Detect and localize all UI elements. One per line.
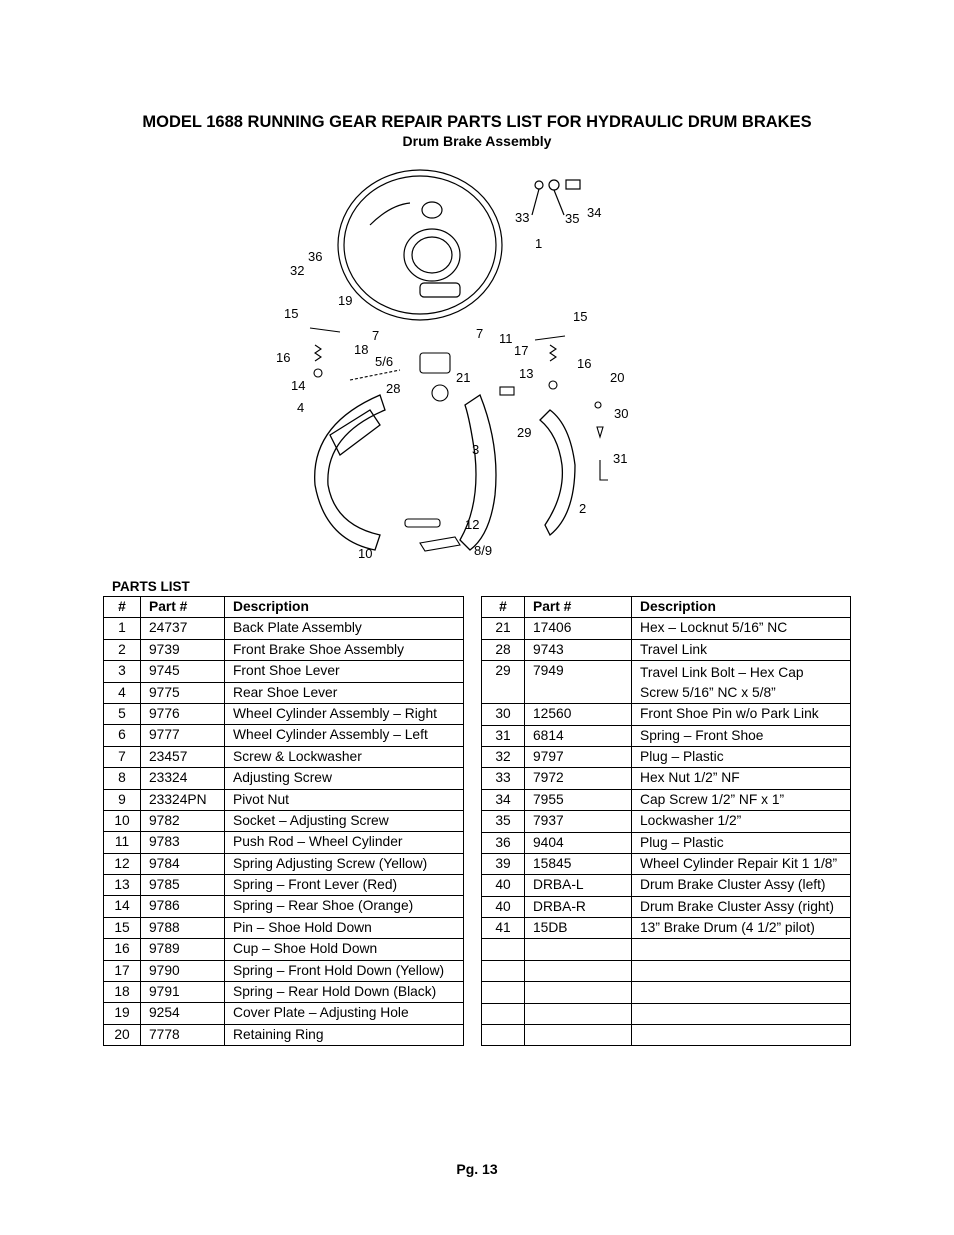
table-row bbox=[482, 1025, 851, 1046]
part-number: 6814 bbox=[525, 725, 632, 746]
table-row bbox=[104, 661, 464, 682]
drum-brake-diagram bbox=[270, 165, 670, 565]
item-number: 18 bbox=[104, 982, 141, 1003]
item-number bbox=[482, 1025, 525, 1046]
table-row bbox=[482, 853, 851, 874]
item-number: 10 bbox=[104, 810, 141, 831]
table-row bbox=[104, 982, 464, 1003]
part-number: 23324 bbox=[141, 768, 225, 789]
part-description: Hex Nut 1/2” NF bbox=[632, 768, 851, 789]
part-description: Wheel Cylinder Repair Kit 1 1/8” bbox=[632, 853, 851, 874]
column-header: Description bbox=[225, 597, 464, 618]
item-number: 40 bbox=[482, 875, 525, 896]
callout: 7 bbox=[476, 326, 484, 341]
table-row bbox=[104, 725, 464, 746]
part-number: 9404 bbox=[525, 832, 632, 853]
part-description: Spring – Front Shoe bbox=[632, 725, 851, 746]
part-number: 15DB bbox=[525, 918, 632, 939]
part-number: 15845 bbox=[525, 853, 632, 874]
part-description: Travel Link bbox=[632, 639, 851, 660]
item-number: 7 bbox=[104, 746, 141, 767]
part-number: 9790 bbox=[141, 960, 225, 981]
part-number: 24737 bbox=[141, 618, 225, 639]
table-row bbox=[482, 918, 851, 939]
part-number: 9776 bbox=[141, 703, 225, 724]
item-number: 34 bbox=[482, 789, 525, 810]
table-row bbox=[104, 1003, 464, 1024]
item-number: 30 bbox=[482, 704, 525, 725]
item-number: 3 bbox=[104, 661, 141, 682]
part-number bbox=[525, 982, 632, 1003]
part-number: 9797 bbox=[525, 746, 632, 767]
item-number bbox=[482, 939, 525, 960]
part-number: 9791 bbox=[141, 982, 225, 1003]
part-description: Spring – Rear Hold Down (Black) bbox=[225, 982, 464, 1003]
part-number: 9783 bbox=[141, 832, 225, 853]
part-description: Spring – Front Lever (Red) bbox=[225, 875, 464, 896]
part-description: Plug – Plastic bbox=[632, 832, 851, 853]
part-description bbox=[632, 1003, 851, 1024]
table-row bbox=[104, 703, 464, 724]
table-row bbox=[482, 661, 851, 704]
table-row bbox=[104, 939, 464, 960]
part-number: DRBA-R bbox=[525, 896, 632, 917]
table-row bbox=[104, 960, 464, 981]
part-number bbox=[525, 939, 632, 960]
callout: 1 bbox=[535, 236, 543, 251]
item-number: 20 bbox=[104, 1024, 141, 1045]
item-number: 11 bbox=[104, 832, 141, 853]
callout: 5/6 bbox=[375, 354, 394, 369]
callout: 32 bbox=[290, 263, 305, 278]
part-description: Wheel Cylinder Assembly – Right bbox=[225, 703, 464, 724]
page-number: Pg. 13 bbox=[456, 1161, 498, 1177]
bolt-hardware-drawing bbox=[532, 180, 580, 215]
part-description: Socket – Adjusting Screw bbox=[225, 810, 464, 831]
part-number: 9789 bbox=[141, 939, 225, 960]
column-header: Description bbox=[632, 597, 851, 618]
part-description bbox=[632, 1025, 851, 1046]
part-number: 7937 bbox=[525, 811, 632, 832]
part-description: Front Brake Shoe Assembly bbox=[225, 639, 464, 660]
item-number: 35 bbox=[482, 811, 525, 832]
table-row bbox=[482, 746, 851, 767]
part-number: 9777 bbox=[141, 725, 225, 746]
callout: 14 bbox=[291, 378, 306, 393]
item-number: 36 bbox=[482, 832, 525, 853]
item-number: 19 bbox=[104, 1003, 141, 1024]
table-row bbox=[104, 1024, 464, 1045]
item-number: 21 bbox=[482, 618, 525, 639]
column-header: # bbox=[104, 597, 141, 618]
item-number: 12 bbox=[104, 853, 141, 874]
part-number: 7955 bbox=[525, 789, 632, 810]
callout: 2 bbox=[579, 501, 587, 516]
callout: 13 bbox=[519, 366, 534, 381]
table-header-row bbox=[482, 597, 851, 618]
part-number: 9745 bbox=[141, 661, 225, 682]
table-row bbox=[482, 639, 851, 660]
part-description: Cup – Shoe Hold Down bbox=[225, 939, 464, 960]
item-number bbox=[482, 982, 525, 1003]
table-row bbox=[104, 853, 464, 874]
part-number: 9785 bbox=[141, 875, 225, 896]
callout: 29 bbox=[517, 425, 532, 440]
table-row bbox=[104, 917, 464, 938]
item-number: 32 bbox=[482, 746, 525, 767]
item-number: 33 bbox=[482, 768, 525, 789]
table-row bbox=[104, 832, 464, 853]
part-number: 7972 bbox=[525, 768, 632, 789]
column-header: Part # bbox=[525, 597, 632, 618]
callout: 16 bbox=[577, 356, 592, 371]
table-row bbox=[104, 682, 464, 703]
part-number: 9254 bbox=[141, 1003, 225, 1024]
page-subtitle: Drum Brake Assembly bbox=[402, 133, 552, 149]
part-description: Screw & Lockwasher bbox=[225, 746, 464, 767]
table-row bbox=[482, 982, 851, 1003]
part-number: 9743 bbox=[525, 639, 632, 660]
part-number: 9775 bbox=[141, 682, 225, 703]
part-number: DRBA-L bbox=[525, 875, 632, 896]
part-description: Rear Shoe Lever bbox=[225, 682, 464, 703]
part-description: Cap Screw 1/2” NF x 1” bbox=[632, 789, 851, 810]
part-description bbox=[632, 939, 851, 960]
item-number: 17 bbox=[104, 960, 141, 981]
table-row bbox=[104, 746, 464, 767]
part-description: Spring Adjusting Screw (Yellow) bbox=[225, 853, 464, 874]
part-number: 9788 bbox=[141, 917, 225, 938]
springs-parts-drawing bbox=[310, 328, 608, 551]
part-number: 12560 bbox=[525, 704, 632, 725]
callout: 36 bbox=[308, 249, 323, 264]
page-title: MODEL 1688 RUNNING GEAR REPAIR PARTS LIST FOR HYDRAULIC DRUM BRAKES bbox=[142, 113, 812, 131]
part-number: 23324PN bbox=[141, 789, 225, 810]
callout: 28 bbox=[386, 381, 401, 396]
callout: 7 bbox=[372, 328, 380, 343]
part-number bbox=[525, 960, 632, 981]
item-number: 40 bbox=[482, 896, 525, 917]
part-description: Spring – Rear Shoe (Orange) bbox=[225, 896, 464, 917]
part-number bbox=[525, 1025, 632, 1046]
parts-table-right bbox=[481, 596, 851, 1046]
part-number: 7949 bbox=[525, 661, 632, 704]
item-number: 5 bbox=[104, 703, 141, 724]
part-description: Pin – Shoe Hold Down bbox=[225, 917, 464, 938]
part-description: Front Shoe Pin w/o Park Link bbox=[632, 704, 851, 725]
item-number: 2 bbox=[104, 639, 141, 660]
part-number: 17406 bbox=[525, 618, 632, 639]
table-row bbox=[104, 639, 464, 660]
part-number: 9784 bbox=[141, 853, 225, 874]
item-number: 16 bbox=[104, 939, 141, 960]
table-row bbox=[104, 875, 464, 896]
callout: 20 bbox=[610, 370, 625, 385]
part-description: Travel Link Bolt – Hex Cap Screw 5/16” NC x 5/8” bbox=[632, 661, 851, 704]
item-number: 1 bbox=[104, 618, 141, 639]
parts-table-left bbox=[103, 596, 464, 1046]
callout: 33 bbox=[515, 210, 530, 225]
table-row bbox=[482, 811, 851, 832]
part-number: 9739 bbox=[141, 639, 225, 660]
item-number: 13 bbox=[104, 875, 141, 896]
table-row bbox=[482, 896, 851, 917]
item-number: 41 bbox=[482, 918, 525, 939]
part-number: 9786 bbox=[141, 896, 225, 917]
callout: 19 bbox=[338, 293, 353, 308]
table-row bbox=[482, 618, 851, 639]
part-description: Spring – Front Hold Down (Yellow) bbox=[225, 960, 464, 981]
part-number bbox=[525, 1003, 632, 1024]
callout: 18 bbox=[354, 342, 369, 357]
part-description: Push Rod – Wheel Cylinder bbox=[225, 832, 464, 853]
item-number bbox=[482, 960, 525, 981]
callout: 15 bbox=[573, 309, 588, 324]
table-row bbox=[482, 939, 851, 960]
part-description: Lockwasher 1/2” bbox=[632, 811, 851, 832]
part-number: 9782 bbox=[141, 810, 225, 831]
part-description: Drum Brake Cluster Assy (left) bbox=[632, 875, 851, 896]
table-row bbox=[482, 768, 851, 789]
callout: 8/9 bbox=[474, 543, 493, 558]
part-description: Cover Plate – Adjusting Hole bbox=[225, 1003, 464, 1024]
part-description: Wheel Cylinder Assembly – Left bbox=[225, 725, 464, 746]
item-number: 9 bbox=[104, 789, 141, 810]
table-row bbox=[482, 789, 851, 810]
table-row bbox=[104, 896, 464, 917]
part-description: Front Shoe Lever bbox=[225, 661, 464, 682]
callout: 21 bbox=[456, 370, 471, 385]
part-number: 23457 bbox=[141, 746, 225, 767]
callout: 30 bbox=[614, 406, 629, 421]
callout: 11 bbox=[499, 331, 513, 346]
table-row bbox=[482, 960, 851, 981]
item-number: 4 bbox=[104, 682, 141, 703]
part-number: 7778 bbox=[141, 1024, 225, 1045]
table-row bbox=[482, 725, 851, 746]
part-description: Retaining Ring bbox=[225, 1024, 464, 1045]
callout: 17 bbox=[514, 343, 529, 358]
part-description: Pivot Nut bbox=[225, 789, 464, 810]
table-header-row bbox=[104, 597, 464, 618]
item-number bbox=[482, 1003, 525, 1024]
part-description: Back Plate Assembly bbox=[225, 618, 464, 639]
part-description: Drum Brake Cluster Assy (right) bbox=[632, 896, 851, 917]
callout: 3 bbox=[472, 442, 480, 457]
part-description: Adjusting Screw bbox=[225, 768, 464, 789]
item-number: 14 bbox=[104, 896, 141, 917]
column-header: # bbox=[482, 597, 525, 618]
part-description: 13” Brake Drum (4 1/2” pilot) bbox=[632, 918, 851, 939]
callout: 34 bbox=[587, 205, 602, 220]
brake-shoes-drawing bbox=[315, 395, 575, 550]
callout: 35 bbox=[565, 211, 580, 226]
table-row bbox=[104, 789, 464, 810]
item-number: 28 bbox=[482, 639, 525, 660]
part-description bbox=[632, 982, 851, 1003]
part-description: Hex – Locknut 5/16” NC bbox=[632, 618, 851, 639]
item-number: 39 bbox=[482, 853, 525, 874]
item-number: 8 bbox=[104, 768, 141, 789]
callout: 10 bbox=[358, 546, 373, 561]
callout: 15 bbox=[284, 306, 299, 321]
table-row bbox=[482, 875, 851, 896]
table-row bbox=[482, 704, 851, 725]
callout: 12 bbox=[465, 517, 480, 532]
parts-list-label: PARTS LIST bbox=[112, 579, 190, 594]
table-row bbox=[482, 1003, 851, 1024]
item-number: 15 bbox=[104, 917, 141, 938]
part-description: Plug – Plastic bbox=[632, 746, 851, 767]
table-row bbox=[104, 768, 464, 789]
table-row bbox=[104, 618, 464, 639]
callout: 16 bbox=[276, 350, 291, 365]
part-description bbox=[632, 960, 851, 981]
item-number: 31 bbox=[482, 725, 525, 746]
item-number: 29 bbox=[482, 661, 525, 704]
column-header: Part # bbox=[141, 597, 225, 618]
table-row bbox=[104, 810, 464, 831]
back-plate-drawing bbox=[338, 170, 502, 320]
item-number: 6 bbox=[104, 725, 141, 746]
callout: 4 bbox=[297, 400, 305, 415]
callout: 31 bbox=[613, 451, 628, 466]
table-row bbox=[482, 832, 851, 853]
